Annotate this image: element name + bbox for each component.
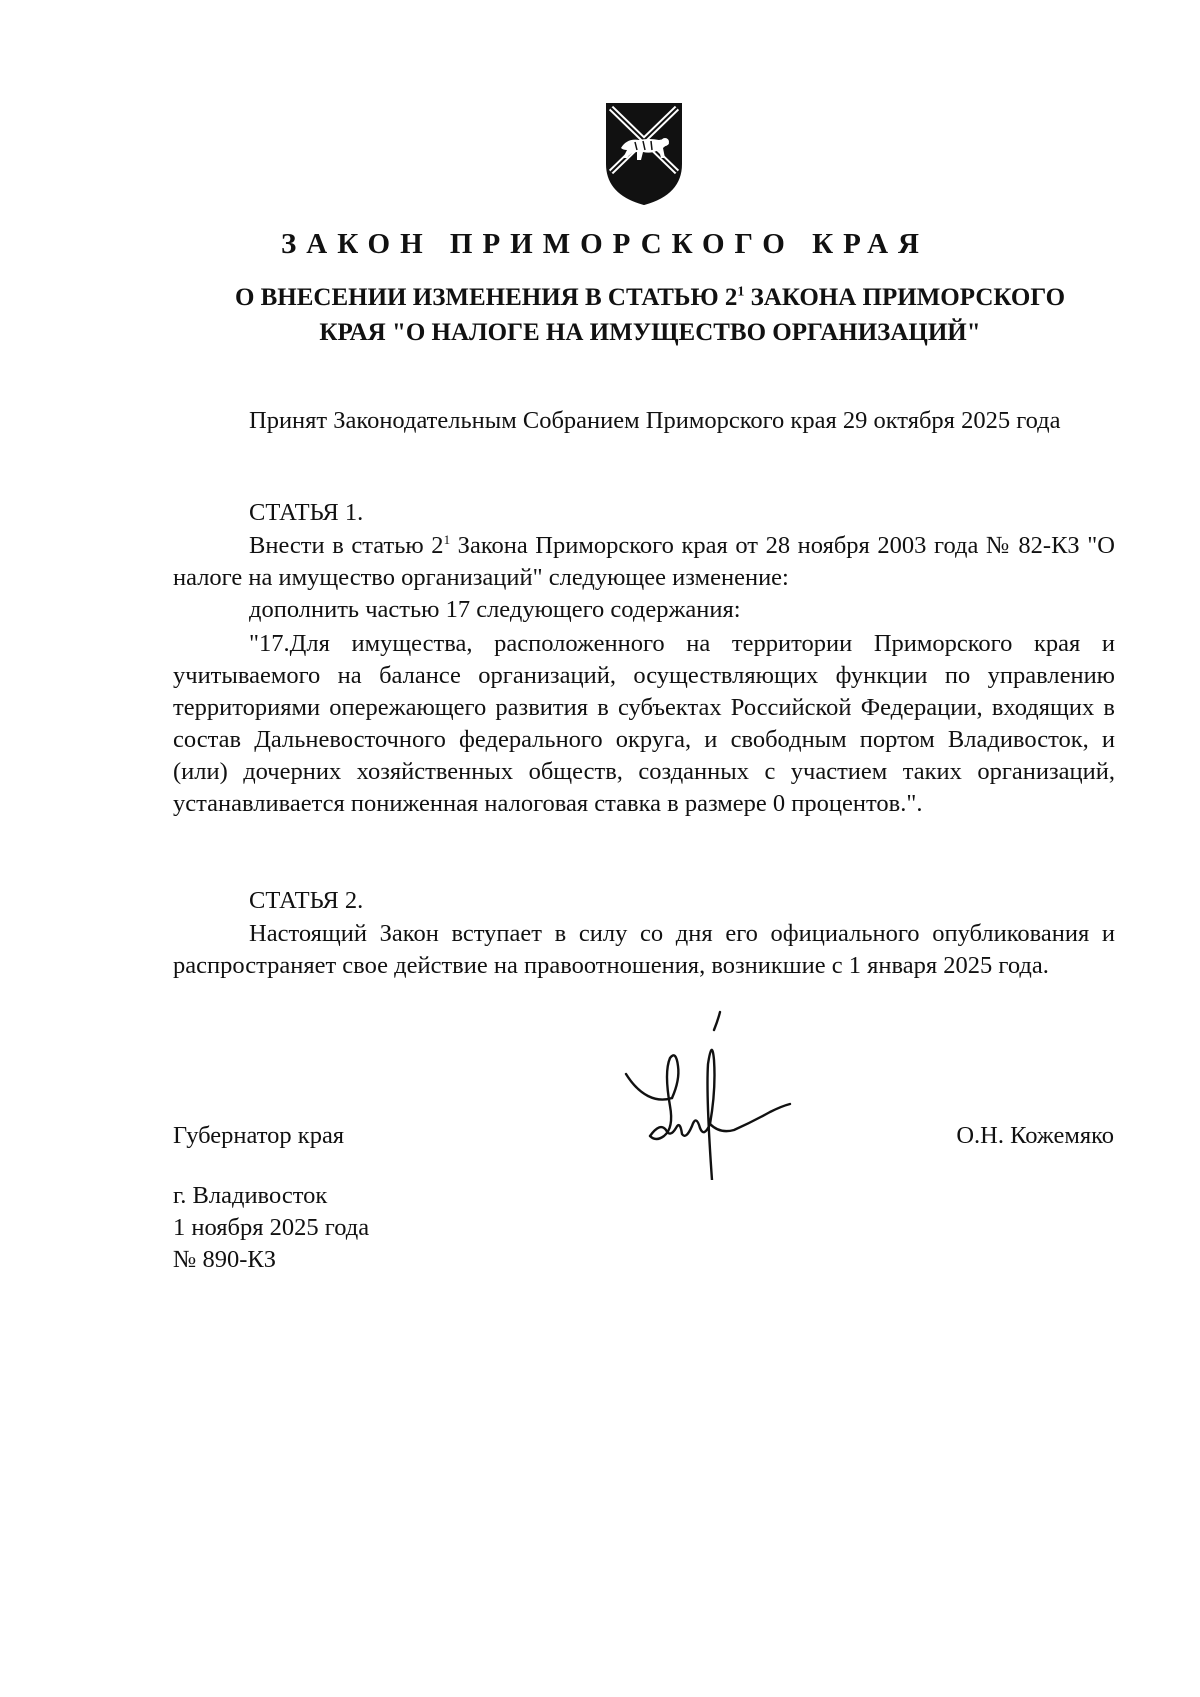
subtitle-part1: О ВНЕСЕНИИ ИЗМЕНЕНИЯ В СТАТЬЮ 2 [234,284,738,311]
law-title: ЗАКОН ПРИМОРСКОГО КРАЯ [280,228,929,260]
article-1-p1-part2: Закона Приморского края от 28 ноября 2003 года № 82-КЗ "О налоге на имущество организаций" следующее изменение: [173,532,1115,591]
article-2-heading: СТАТЬЯ 2. [249,887,364,914]
law-number: № 890-КЗ [173,1246,277,1273]
signatory-position: Губернатор края [173,1122,345,1149]
article-1-p1-part1: Внести в статью 2 [249,532,444,559]
law-subtitle [200,280,1100,350]
issue-place: г. Владивосток [173,1182,328,1209]
signatory-name: О.Н. Кожемяко [956,1122,1114,1149]
article-1-paragraph-1 [173,530,1115,594]
article-1-p1-superscript: 1 [443,531,451,547]
article-1-paragraph-2: дополнить частью 17 следующего содержания: [249,596,741,623]
adoption-note: Принят Законодательным Собранием Приморского края 29 октября 2025 года [249,407,1061,434]
subtitle-superscript: 1 [737,284,745,300]
article-2-paragraph-1: Настоящий Закон вступает в силу со дня его официального опубликования и распространяет свое действие на правоотношения, возникшие с 1 января 2025 года. [173,920,1115,979]
handwritten-signature [620,1010,795,1180]
coat-of-arms-tiger-icon [605,102,683,206]
subtitle-part2: ЗАКОНА ПРИМОРСКОГО КРАЯ "О НАЛОГЕ НА ИМУЩЕСТВО ОРГАНИЗАЦИЙ" [319,284,1066,346]
issue-date: 1 ноября 2025 года [173,1214,370,1241]
issue-details [173,1180,369,1276]
article-1-paragraph-3: "17.Для имущества, расположенного на территории Приморского края и учитываемого на балансе организаций, осуществляющих функции по управлению территориями опережающего развития в субъектах Российской Федерации, входящих в состав Дальневосточного федерального округа, и свободным портом Владивосток, и (или) дочерних хозяйственных обществ, созданных с участием таких организаций, устанавливается пониженная налоговая ставка в размере 0 процентов.". [173,630,1115,817]
article-1-heading: СТАТЬЯ 1. [249,499,364,526]
